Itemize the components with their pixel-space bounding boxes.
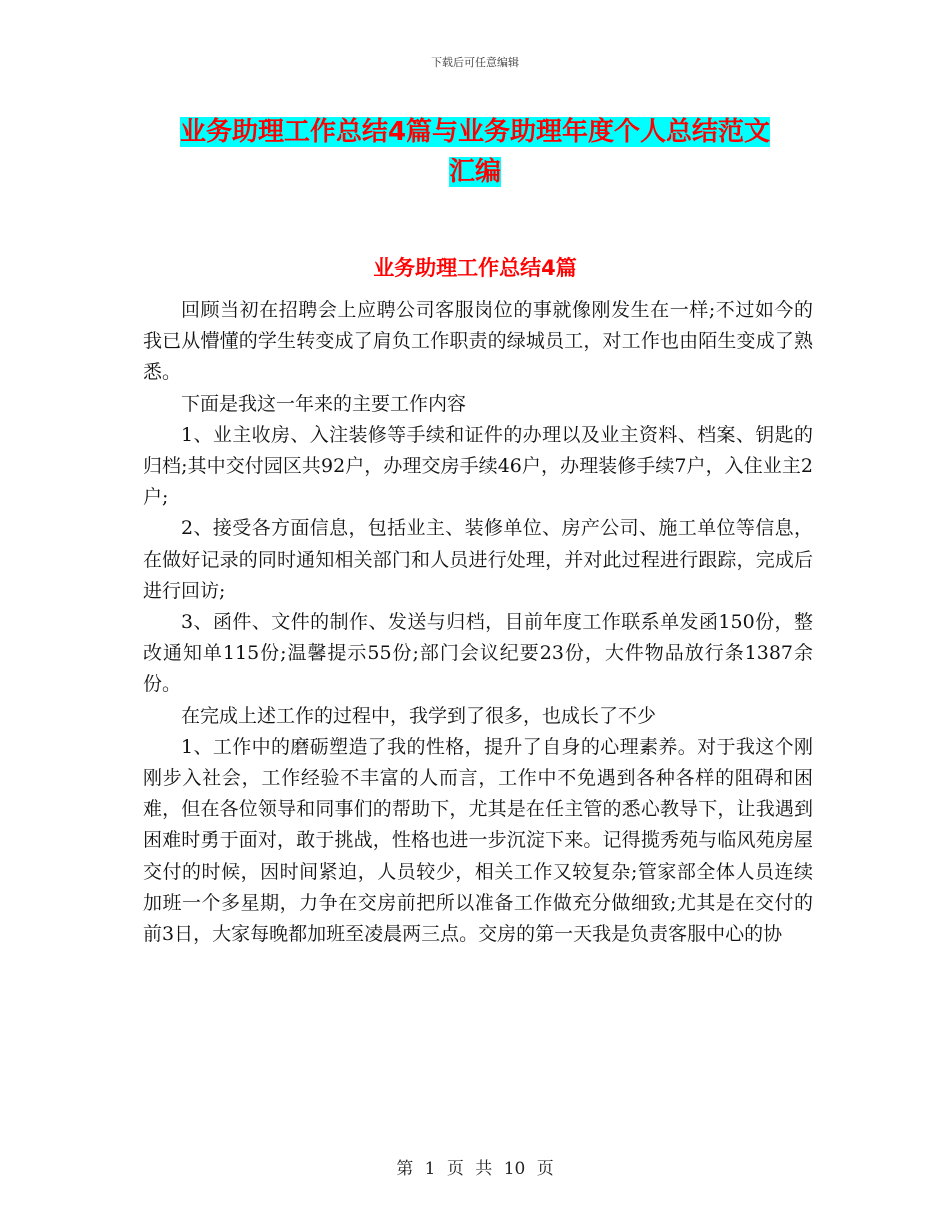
- paragraph: 2、接受各方面信息，包括业主、装修单位、房产公司、施工单位等信息，在做好记录的同时通知相关部门和人员进行处理，并对此过程进行跟踪，完成后进行回访;: [143, 517, 813, 602]
- paragraph: 1、业主收房、入注装修等手续和证件的办理以及业主资料、档案、钥匙的归档;其中交付园区共92户，办理交房手续46户，办理装修手续7户，入住业主2户;: [143, 423, 813, 509]
- document-title-line-2: 汇编: [448, 157, 501, 187]
- document-title: [150, 112, 800, 192]
- paragraph: 1、工作中的磨砺塑造了我的性格，提升了自身的心理素养。对于我这个刚刚步入社会，工作经验不丰富的人而言，工作中不免遇到各种各样的阻碍和困难，但在各位领导和同事们的帮助下，尤其是在任主管的悉心教导下，让我遇到困难时勇于面对，敢于挑战，性格也进一步沉淀下来。记得揽秀苑与临风苑房屋交付的时候，因时间紧迫，人员较少，相关工作又较复杂;管家部全体人员连续加班一个多星期，力争在交房前把所以准备工作做充分做细致;尤其是在交付的前3日，大家每晚都加班至凌晨两三点。交房的第一天我是负责客服中心的协: [143, 735, 813, 946]
- paragraph: 3、函件、文件的制作、发送与归档，目前年度工作联系单发函150份，整改通知单115份;温馨提示55份;部门会议纪要23份，大件物品放行条1387余份。: [143, 611, 813, 696]
- header-note: 下载后可任意编辑: [431, 56, 519, 69]
- section-title: 业务助理工作总结4篇: [373, 256, 577, 280]
- document-title-line-1: 业务助理工作总结4篇与业务助理年度个人总结范文: [179, 117, 771, 147]
- paragraph: 回顾当初在招聘会上应聘公司客服岗位的事就像刚发生在一样;不过如今的我已从懵懂的学生转变成了肩负工作职责的绿城员工，对工作也由陌生变成了熟悉。: [143, 299, 813, 384]
- paragraph: 在完成上述工作的过程中，我学到了很多，也成长了不少: [181, 704, 657, 727]
- page-footer: 第 1 页 共 10 页: [396, 1159, 554, 1179]
- paragraph: 下面是我这一年来的主要工作内容: [181, 392, 467, 415]
- document-body: [143, 295, 813, 950]
